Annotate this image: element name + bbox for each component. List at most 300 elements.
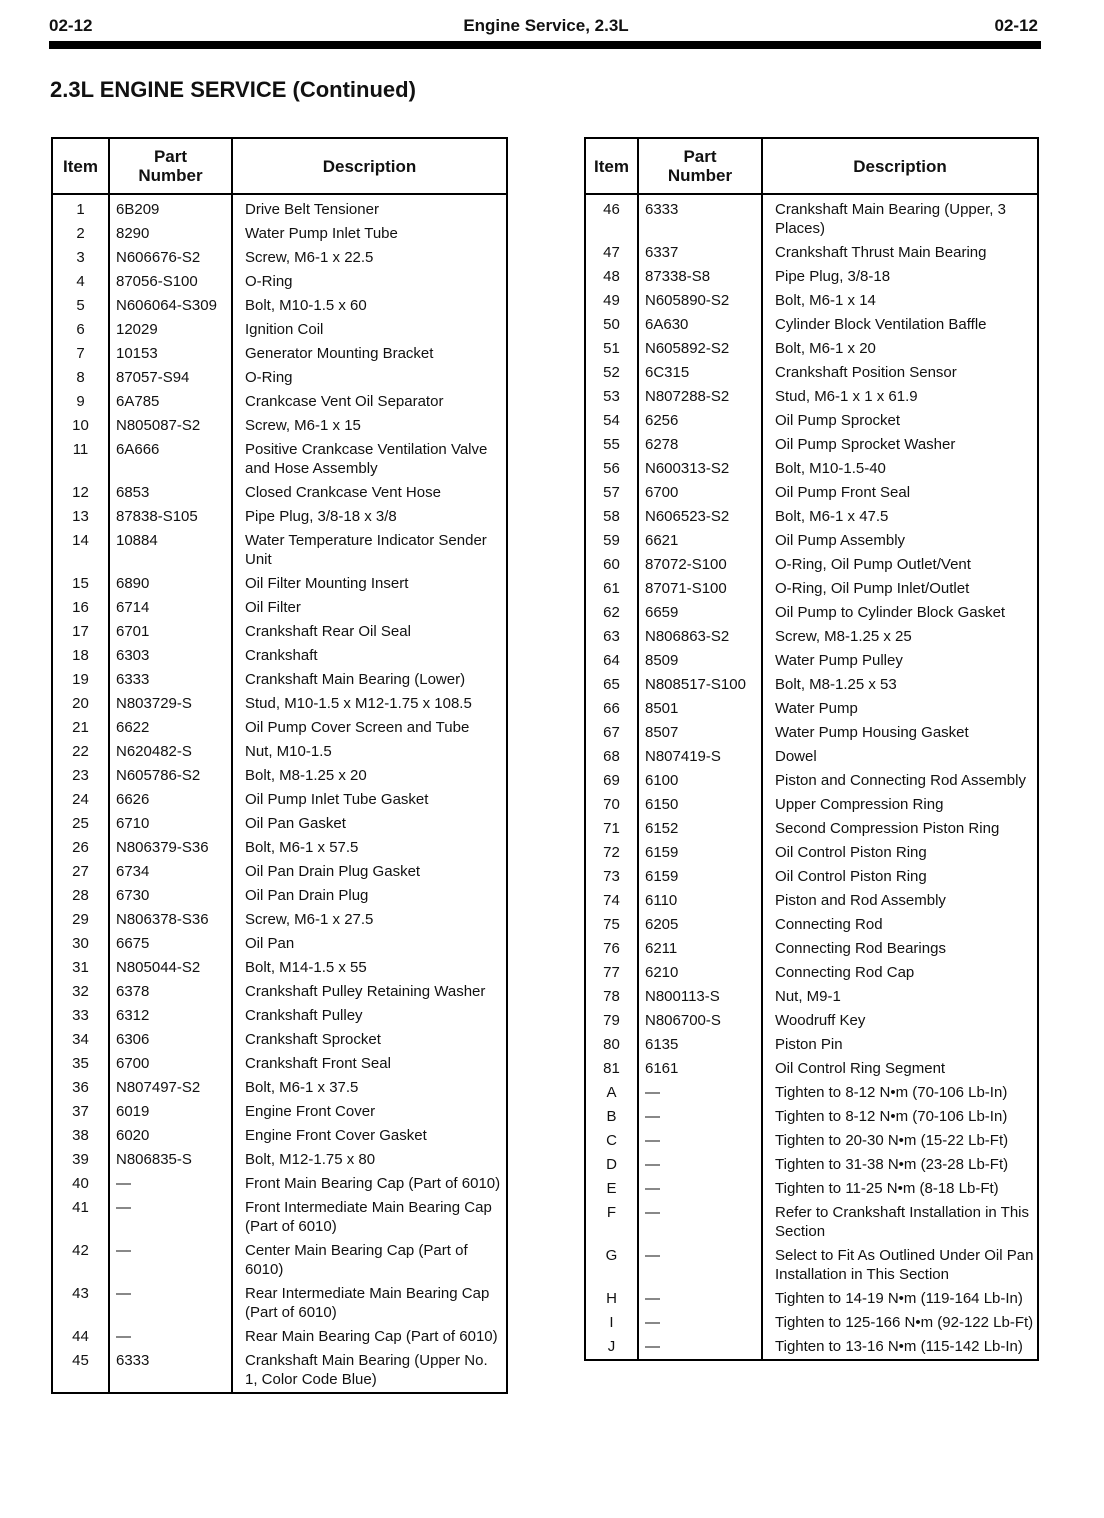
item-number-cell: 78 [585, 985, 638, 1009]
item-column-header: Item [585, 138, 638, 194]
item-number-cell: 30 [52, 932, 109, 956]
description-cell: Crankcase Vent Oil Separator [245, 393, 444, 410]
item-number-cell: 27 [52, 860, 109, 884]
item-number-cell: 1 [52, 194, 109, 222]
table-row [52, 194, 507, 222]
parts-table-right-body [585, 194, 1038, 1360]
description-cell: Bolt, M14-1.5 x 55 [245, 959, 367, 976]
description-cell: Crankshaft Front Seal [245, 1055, 391, 1072]
item-number-cell: 42 [52, 1239, 109, 1282]
item-number-cell: 45 [52, 1349, 109, 1393]
table-row [585, 913, 1038, 937]
item-number-cell: B [585, 1105, 638, 1129]
description-cell: Rear Intermediate Main Bearing Cap (Part of 6010) [245, 1285, 490, 1321]
table-row [585, 937, 1038, 961]
description-cell: Crankshaft Pulley Retaining Washer [245, 983, 486, 1000]
item-number-cell: E [585, 1177, 638, 1201]
part-number-cell: 6337 [638, 241, 762, 265]
item-number-cell: J [585, 1335, 638, 1360]
item-number-cell: 72 [585, 841, 638, 865]
part-number-cell: — [638, 1335, 762, 1360]
part-number-cell: — [638, 1244, 762, 1287]
table-header-row [585, 138, 1038, 194]
table-row [585, 1177, 1038, 1201]
item-number-cell: 81 [585, 1057, 638, 1081]
description-cell: Upper Compression Ring [775, 796, 944, 813]
part-number-cell: 87072-S100 [638, 553, 762, 577]
description-cell: Bolt, M12-1.75 x 80 [245, 1151, 376, 1168]
description-cell: Crankshaft Rear Oil Seal [245, 623, 411, 640]
part-number-cell: 6303 [109, 644, 232, 668]
table-row [585, 817, 1038, 841]
item-number-cell: 4 [52, 270, 109, 294]
item-number-cell: 41 [52, 1196, 109, 1239]
item-number-cell: A [585, 1081, 638, 1105]
description-cell: Oil Pan Gasket [245, 815, 346, 832]
item-number-cell: 28 [52, 884, 109, 908]
description-cell: Generator Mounting Bracket [245, 345, 434, 362]
part-number-cell: 6110 [638, 889, 762, 913]
table-row [585, 385, 1038, 409]
description-cell: Crankshaft Pulley [245, 1007, 363, 1024]
item-number-cell: 63 [585, 625, 638, 649]
table-row [585, 697, 1038, 721]
item-number-cell: I [585, 1311, 638, 1335]
description-cell: Cylinder Block Ventilation Baffle [775, 316, 987, 333]
table-row [52, 1100, 507, 1124]
part-number-cell: N605786-S2 [109, 764, 232, 788]
description-cell: Connecting Rod Cap [775, 964, 915, 981]
table-row [585, 1033, 1038, 1057]
description-cell: Engine Front Cover [245, 1103, 376, 1120]
item-number-cell: 31 [52, 956, 109, 980]
table-row [52, 716, 507, 740]
description-cell: Piston and Connecting Rod Assembly [775, 772, 1026, 789]
table-row [585, 529, 1038, 553]
part-number-cell: 6312 [109, 1004, 232, 1028]
description-cell: Oil Pump to Cylinder Block Gasket [775, 604, 1006, 621]
part-number-cell: — [638, 1105, 762, 1129]
item-number-cell: D [585, 1153, 638, 1177]
part-number-cell: — [638, 1081, 762, 1105]
page-number-left: 02-12 [49, 16, 93, 35]
description-cell: Pipe Plug, 3/8-18 [775, 268, 891, 285]
item-number-cell: 40 [52, 1172, 109, 1196]
page-number-right: 02-12 [994, 16, 1038, 35]
description-cell: Crankshaft [245, 647, 318, 664]
part-number-cell: 8509 [638, 649, 762, 673]
table-row [585, 673, 1038, 697]
part-number-cell: 6333 [109, 1349, 232, 1393]
part-number-cell: 6675 [109, 932, 232, 956]
part-number-column-header: Part Number [638, 138, 762, 194]
part-number-cell: — [109, 1325, 232, 1349]
table-row [52, 246, 507, 270]
item-number-cell: 65 [585, 673, 638, 697]
description-cell: O-Ring [245, 273, 293, 290]
part-number-cell: N606676-S2 [109, 246, 232, 270]
table-row [585, 889, 1038, 913]
table-row [585, 265, 1038, 289]
item-number-cell: 22 [52, 740, 109, 764]
description-cell: Front Main Bearing Cap (Part of 6010) [245, 1175, 501, 1192]
description-cell: Water Temperature Indicator Sender Unit [245, 532, 487, 568]
table-row [585, 433, 1038, 457]
parts-table-right [584, 137, 1039, 1361]
part-number-cell: — [638, 1153, 762, 1177]
table-row [585, 553, 1038, 577]
description-cell: Oil Pump Cover Screen and Tube [245, 719, 470, 736]
description-cell: Stud, M10-1.5 x M12-1.75 x 108.5 [245, 695, 472, 712]
table-row [585, 961, 1038, 985]
description-cell: Water Pump Pulley [775, 652, 903, 669]
description-cell: Crankshaft Main Bearing (Lower) [245, 671, 466, 688]
description-cell: Oil Pan Drain Plug Gasket [245, 863, 421, 880]
table-row [52, 740, 507, 764]
item-number-cell: 69 [585, 769, 638, 793]
description-cell: Tighten to 8-12 N•m (70-106 Lb-In) [775, 1084, 1008, 1101]
table-row [52, 788, 507, 812]
description-cell: Second Compression Piston Ring [775, 820, 1000, 837]
item-number-cell: 56 [585, 457, 638, 481]
part-number-cell: 8507 [638, 721, 762, 745]
item-number-cell: 16 [52, 596, 109, 620]
description-cell: Bolt, M6-1 x 57.5 [245, 839, 359, 856]
description-cell: Water Pump [775, 700, 858, 717]
description-cell: Woodruff Key [775, 1012, 866, 1029]
description-cell: Stud, M6-1 x 1 x 61.9 [775, 388, 918, 405]
description-cell: Tighten to 31-38 N•m (23-28 Lb-Ft) [775, 1156, 1009, 1173]
table-row [52, 481, 507, 505]
description-cell: Tighten to 20-30 N•m (15-22 Lb-Ft) [775, 1132, 1009, 1149]
description-cell: Oil Control Ring Segment [775, 1060, 946, 1077]
table-row [52, 1325, 507, 1349]
description-cell: Oil Pan [245, 935, 295, 952]
part-number-cell: 6378 [109, 980, 232, 1004]
part-number-cell: 6622 [109, 716, 232, 740]
part-number-cell: 6150 [638, 793, 762, 817]
table-row [585, 1311, 1038, 1335]
table-row [585, 481, 1038, 505]
item-number-cell: G [585, 1244, 638, 1287]
table-row [585, 313, 1038, 337]
part-number-cell: N806835-S [109, 1148, 232, 1172]
part-number-cell: 6C315 [638, 361, 762, 385]
item-number-cell: 7 [52, 342, 109, 366]
table-row [585, 601, 1038, 625]
description-cell: Water Pump Inlet Tube [245, 225, 398, 242]
part-number-cell: 87838-S105 [109, 505, 232, 529]
table-row [585, 241, 1038, 265]
part-number-cell: N807419-S [638, 745, 762, 769]
table-row [52, 908, 507, 932]
table-row [52, 596, 507, 620]
table-row [585, 985, 1038, 1009]
description-cell: Connecting Rod Bearings [775, 940, 946, 957]
part-number-cell: N806378-S36 [109, 908, 232, 932]
part-number-cell: N808517-S100 [638, 673, 762, 697]
item-number-cell: 57 [585, 481, 638, 505]
item-number-cell: 32 [52, 980, 109, 1004]
description-cell: Crankshaft Position Sensor [775, 364, 957, 381]
part-number-cell: 6730 [109, 884, 232, 908]
part-number-cell: N806863-S2 [638, 625, 762, 649]
part-number-cell: 6A666 [109, 438, 232, 481]
item-number-cell: 38 [52, 1124, 109, 1148]
item-number-cell: 26 [52, 836, 109, 860]
item-number-cell: 15 [52, 572, 109, 596]
item-number-cell: 6 [52, 318, 109, 342]
description-cell: Ignition Coil [245, 321, 324, 338]
part-number-cell: 6701 [109, 620, 232, 644]
part-number-cell: 6159 [638, 841, 762, 865]
part-number-cell: 6161 [638, 1057, 762, 1081]
part-number-cell: 6621 [638, 529, 762, 553]
part-number-cell: 6020 [109, 1124, 232, 1148]
part-number-cell: 87071-S100 [638, 577, 762, 601]
table-header-row [52, 138, 507, 194]
description-cell: Crankshaft Thrust Main Bearing [775, 244, 987, 261]
table-row [585, 1201, 1038, 1244]
description-cell: Crankshaft Main Bearing (Upper No. 1, Color Code Blue) [245, 1352, 488, 1388]
parts-table-left [51, 137, 508, 1394]
item-number-cell: 49 [585, 289, 638, 313]
part-number-cell: 87057-S94 [109, 366, 232, 390]
part-number-cell: 6211 [638, 937, 762, 961]
table-row [585, 1153, 1038, 1177]
part-number-cell: N600313-S2 [638, 457, 762, 481]
part-number-cell: 6626 [109, 788, 232, 812]
part-number-cell: 6710 [109, 812, 232, 836]
item-number-cell: 55 [585, 433, 638, 457]
part-number-cell: 6100 [638, 769, 762, 793]
table-row [585, 625, 1038, 649]
description-cell: Tighten to 125-166 N•m (92-122 Lb-Ft) [775, 1314, 1034, 1331]
part-number-cell: 6135 [638, 1033, 762, 1057]
table-row [52, 1172, 507, 1196]
table-row [585, 289, 1038, 313]
table-row [52, 1076, 507, 1100]
part-number-cell: — [638, 1201, 762, 1244]
table-row [585, 1009, 1038, 1033]
table-row [585, 577, 1038, 601]
item-number-cell: 11 [52, 438, 109, 481]
part-number-cell: — [109, 1196, 232, 1239]
description-cell: Nut, M10-1.5 [245, 743, 332, 760]
table-row [52, 318, 507, 342]
item-number-cell: 25 [52, 812, 109, 836]
description-cell: Oil Pump Sprocket [775, 412, 901, 429]
item-number-cell: 50 [585, 313, 638, 337]
description-cell: Oil Filter Mounting Insert [245, 575, 409, 592]
item-number-cell: 14 [52, 529, 109, 572]
part-number-cell: 87338-S8 [638, 265, 762, 289]
table-row [52, 1148, 507, 1172]
page-title: 2.3L ENGINE SERVICE (Continued) [50, 77, 416, 102]
part-number-cell: N805087-S2 [109, 414, 232, 438]
section-header: Engine Service, 2.3L [463, 16, 629, 35]
part-number-cell: — [109, 1172, 232, 1196]
description-cell: Crankshaft Main Bearing (Upper, 3 Places) [775, 201, 1006, 237]
table-row [52, 390, 507, 414]
description-cell: O-Ring, Oil Pump Inlet/Outlet [775, 580, 970, 597]
description-cell: Piston Pin [775, 1036, 843, 1053]
description-cell: Select to Fit As Outlined Under Oil Pan Installation in This Section [775, 1247, 1034, 1283]
part-number-cell: 6A630 [638, 313, 762, 337]
description-cell: Oil Pump Inlet Tube Gasket [245, 791, 429, 808]
item-number-cell: 13 [52, 505, 109, 529]
description-cell: Connecting Rod [775, 916, 883, 933]
item-number-cell: 17 [52, 620, 109, 644]
item-number-cell: 9 [52, 390, 109, 414]
description-cell: Oil Control Piston Ring [775, 844, 927, 861]
part-number-cell: N606523-S2 [638, 505, 762, 529]
item-column-header: Item [52, 138, 109, 194]
table-row [585, 721, 1038, 745]
item-number-cell: 18 [52, 644, 109, 668]
item-number-cell: H [585, 1287, 638, 1311]
item-number-cell: 80 [585, 1033, 638, 1057]
table-row [52, 438, 507, 481]
description-cell: Oil Pump Sprocket Washer [775, 436, 956, 453]
description-cell: Bolt, M10-1.5 x 60 [245, 297, 367, 314]
item-number-cell: 8 [52, 366, 109, 390]
item-number-cell: 64 [585, 649, 638, 673]
part-number-cell: 12029 [109, 318, 232, 342]
table-row [52, 1282, 507, 1325]
description-cell: Nut, M9-1 [775, 988, 841, 1005]
table-row [52, 668, 507, 692]
part-number-cell: — [109, 1239, 232, 1282]
table-row [585, 769, 1038, 793]
table-row [52, 1124, 507, 1148]
table-row [585, 649, 1038, 673]
item-number-cell: 53 [585, 385, 638, 409]
item-number-cell: 75 [585, 913, 638, 937]
description-cell: Pipe Plug, 3/8-18 x 3/8 [245, 508, 397, 525]
description-cell: Screw, M6-1 x 22.5 [245, 249, 374, 266]
table-row [52, 529, 507, 572]
description-cell: Engine Front Cover Gasket [245, 1127, 427, 1144]
item-number-cell: 59 [585, 529, 638, 553]
part-number-cell: N620482-S [109, 740, 232, 764]
part-number-cell: — [638, 1287, 762, 1311]
part-number-cell: 6890 [109, 572, 232, 596]
table-row [52, 222, 507, 246]
table-row [52, 505, 507, 529]
part-number-cell: 6152 [638, 817, 762, 841]
item-number-cell: 43 [52, 1282, 109, 1325]
item-number-cell: 24 [52, 788, 109, 812]
part-number-cell: N806700-S [638, 1009, 762, 1033]
table-row [52, 294, 507, 318]
header-rule [49, 41, 1041, 49]
table-row [585, 1244, 1038, 1287]
table-row [585, 841, 1038, 865]
description-cell: Positive Crankcase Ventilation Valve and Hose Assembly [245, 441, 488, 477]
item-number-cell: 12 [52, 481, 109, 505]
part-number-cell: 6B209 [109, 194, 232, 222]
item-number-cell: 33 [52, 1004, 109, 1028]
item-number-cell: 74 [585, 889, 638, 913]
table-row [52, 932, 507, 956]
description-cell: Closed Crankcase Vent Hose [245, 484, 441, 501]
description-cell: Tighten to 8-12 N•m (70-106 Lb-In) [775, 1108, 1008, 1125]
part-number-cell: N605890-S2 [638, 289, 762, 313]
description-cell: O-Ring, Oil Pump Outlet/Vent [775, 556, 971, 573]
table-row [52, 764, 507, 788]
table-row [585, 409, 1038, 433]
table-row [52, 1349, 507, 1393]
item-number-cell: 48 [585, 265, 638, 289]
table-row [52, 414, 507, 438]
item-number-cell: 67 [585, 721, 638, 745]
item-number-cell: 66 [585, 697, 638, 721]
item-number-cell: 34 [52, 1028, 109, 1052]
description-cell: O-Ring [245, 369, 293, 386]
table-row [52, 692, 507, 716]
table-row [52, 270, 507, 294]
part-number-cell: 6734 [109, 860, 232, 884]
part-number-cell: 6659 [638, 601, 762, 625]
description-cell: Crankshaft Sprocket [245, 1031, 381, 1048]
table-row [52, 644, 507, 668]
item-number-cell: 21 [52, 716, 109, 740]
part-number-cell: 6205 [638, 913, 762, 937]
table-row [585, 457, 1038, 481]
item-number-cell: 58 [585, 505, 638, 529]
part-number-cell: 10884 [109, 529, 232, 572]
table-row [585, 1287, 1038, 1311]
table-row [52, 980, 507, 1004]
description-cell: Water Pump Housing Gasket [775, 724, 969, 741]
part-number-cell: 6210 [638, 961, 762, 985]
part-number-cell: N805044-S2 [109, 956, 232, 980]
item-number-cell: 23 [52, 764, 109, 788]
table-row [585, 793, 1038, 817]
part-number-cell: 6019 [109, 1100, 232, 1124]
item-number-cell: 51 [585, 337, 638, 361]
item-number-cell: 36 [52, 1076, 109, 1100]
item-number-cell: 5 [52, 294, 109, 318]
item-number-cell: 10 [52, 414, 109, 438]
part-number-cell: — [638, 1311, 762, 1335]
description-cell: Drive Belt Tensioner [245, 201, 379, 218]
description-cell: Rear Main Bearing Cap (Part of 6010) [245, 1328, 498, 1345]
description-cell: Bolt, M8-1.25 x 20 [245, 767, 367, 784]
item-number-cell: 52 [585, 361, 638, 385]
table-row [52, 956, 507, 980]
part-number-cell: N807288-S2 [638, 385, 762, 409]
table-row [52, 884, 507, 908]
table-row [52, 1196, 507, 1239]
part-number-cell: 6853 [109, 481, 232, 505]
description-cell: Piston and Rod Assembly [775, 892, 946, 909]
table-row [585, 1081, 1038, 1105]
item-number-cell: 29 [52, 908, 109, 932]
item-number-cell: 47 [585, 241, 638, 265]
description-cell: Center Main Bearing Cap (Part of 6010) [245, 1242, 468, 1278]
table-row [585, 1335, 1038, 1360]
part-number-cell: 6700 [109, 1052, 232, 1076]
part-number-cell: 8290 [109, 222, 232, 246]
table-row [585, 865, 1038, 889]
description-cell: Bolt, M8-1.25 x 53 [775, 676, 897, 693]
table-row [585, 337, 1038, 361]
description-cell: Tighten to 14-19 N•m (119-164 Lb-In) [775, 1290, 1023, 1307]
item-number-cell: 3 [52, 246, 109, 270]
table-row [52, 1028, 507, 1052]
